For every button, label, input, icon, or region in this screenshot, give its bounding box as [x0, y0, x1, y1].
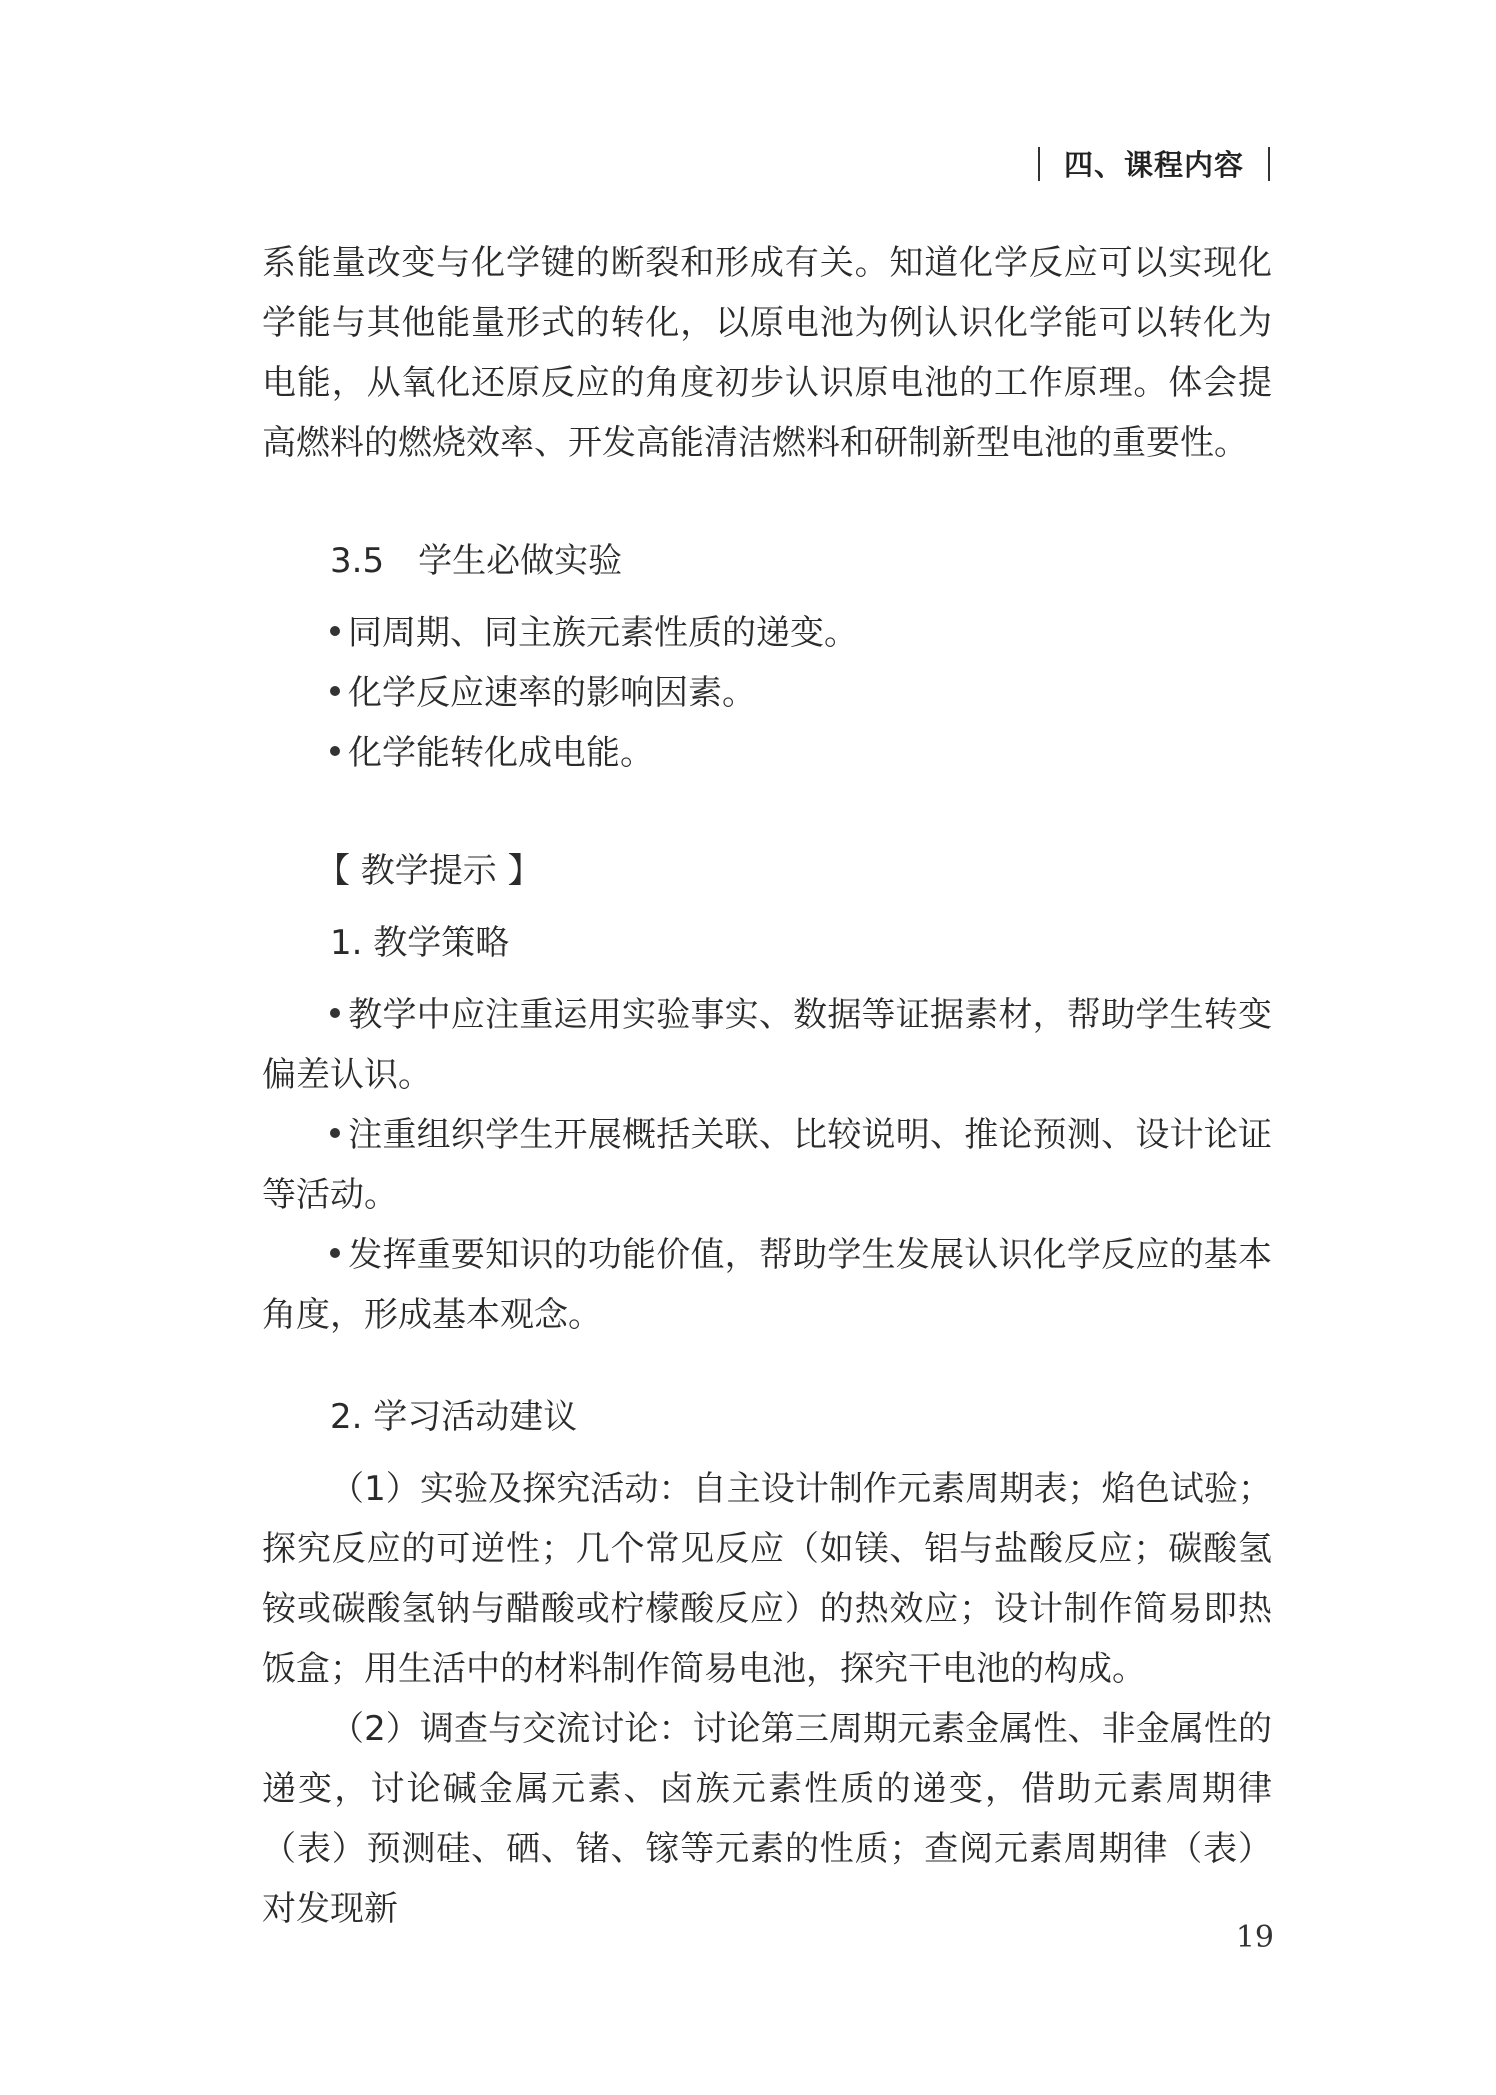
header-divider-left — [1038, 147, 1040, 181]
experiment-item: 化学反应速率的影响因素。 — [262, 663, 1272, 723]
activity-paragraph: （2）调查与交流讨论：讨论第三周期元素金属性、非金属性的递变，讨论碱金属元素、卤族元素性质的递变，借助元素周期律（表）预测硅、硒、锗、镓等元素的性质；查阅元素周期律（表）对发现新 — [262, 1709, 1272, 1929]
strategy-item: 教学中应注重运用实验事实、数据等证据素材，帮助学生转变偏差认识。 — [262, 995, 1272, 1095]
page-content — [262, 233, 1272, 1939]
bullet-icon — [330, 626, 340, 636]
bullet-icon — [330, 746, 340, 756]
strategy-heading: 1. 教学策略 — [330, 923, 510, 963]
activity-paragraph: （1）实验及探究活动：自主设计制作元素周期表；焰色试验；探究反应的可逆性；几个常见反应（如镁、铝与盐酸反应；碳酸氢铵或碳酸氢钠与醋酸或柠檬酸反应）的热效应；设计制作简易即热饭盒；用生活中的材料制作简易电池，探究干电池的构成。 — [262, 1469, 1272, 1689]
header-title: 四、课程内容 — [1063, 148, 1244, 182]
header-divider-right — [1268, 147, 1270, 181]
bullet-icon — [330, 1248, 340, 1258]
strategy-item: 发挥重要知识的功能价值，帮助学生发展认识化学反应的基本角度，形成基本观念。 — [262, 1235, 1272, 1335]
section-3-5-heading: 3.5 学生必做实验 — [330, 541, 623, 581]
bullet-icon — [330, 1128, 340, 1138]
bullet-icon — [330, 686, 340, 696]
bullet-icon — [330, 1008, 340, 1018]
activities-heading: 2. 学习活动建议 — [330, 1397, 578, 1437]
intro-paragraph: 系能量改变与化学键的断裂和形成有关。知道化学反应可以实现化学能与其他能量形式的转化，以原电池为例认识化学能可以转化为电能，从氧化还原反应的角度初步认识原电池的工作原理。体会提高燃料的燃烧效率、开发高能清洁燃料和研制新型电池的重要性。 — [262, 243, 1272, 463]
page-number: 19 — [1235, 1920, 1274, 1955]
strategy-item: 注重组织学生开展概括关联、比较说明、推论预测、设计论证等活动。 — [262, 1115, 1272, 1215]
experiment-item: 化学能转化成电能。 — [262, 723, 1272, 783]
teaching-tips-heading: 【 教学提示 】 — [316, 851, 542, 891]
running-header — [1038, 143, 1270, 184]
experiment-item: 同周期、同主族元素性质的递变。 — [262, 603, 1272, 663]
